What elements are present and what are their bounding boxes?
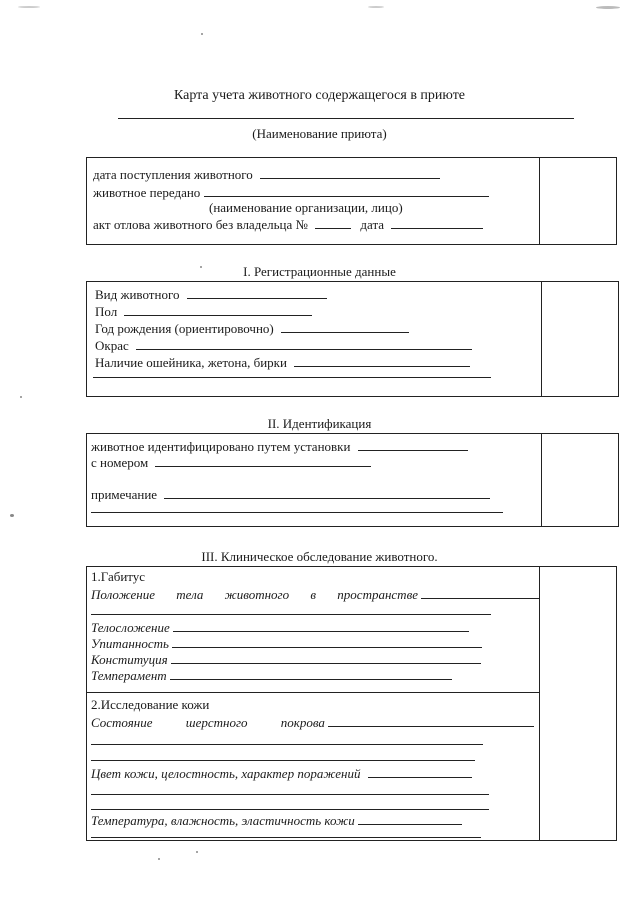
- temperament-field[interactable]: [170, 667, 452, 680]
- clinical-side-column: [539, 567, 540, 840]
- nutrition-label: Упитанность: [91, 636, 169, 651]
- skin-temp-label: Температура, влажность, эластичность кожи: [91, 813, 355, 828]
- skin-color-row: [91, 765, 472, 781]
- act-number-field[interactable]: [315, 216, 351, 229]
- skin-color-label: Цвет кожи, целостность, характер поражений: [91, 766, 361, 781]
- note-field[interactable]: [164, 486, 490, 499]
- sex-field[interactable]: [124, 303, 312, 316]
- collar-field[interactable]: [294, 354, 470, 367]
- scan-speck: [196, 851, 198, 853]
- transferred-row: [93, 184, 489, 200]
- nutrition-field[interactable]: [172, 635, 482, 648]
- skin-temp-row: [91, 812, 462, 828]
- nutrition-row: [91, 635, 482, 651]
- scan-speck: [368, 6, 384, 8]
- species-field[interactable]: [187, 286, 327, 299]
- transferred-field[interactable]: [204, 184, 489, 197]
- body-position-row: [91, 586, 537, 602]
- identified-field[interactable]: [358, 438, 468, 451]
- clinical-divider: [87, 692, 539, 693]
- color-field[interactable]: [136, 337, 472, 350]
- section-3-heading: III. Клиническое обследование животного.: [201, 549, 438, 564]
- skin-color-extra-line-2[interactable]: [91, 809, 489, 810]
- note-label: примечание: [91, 487, 158, 502]
- admission-side-column: [539, 158, 540, 244]
- scan-speck: [18, 6, 40, 8]
- sex-row: [95, 303, 312, 319]
- body-position-field[interactable]: [421, 586, 539, 599]
- note-extra-line[interactable]: [91, 512, 503, 513]
- birth-year-field[interactable]: [281, 320, 409, 333]
- coat-field[interactable]: [328, 714, 534, 727]
- skin-temp-field[interactable]: [358, 812, 462, 825]
- section-2-heading: II. Идентификация: [267, 416, 372, 431]
- note-row: [91, 486, 490, 502]
- document-title: Карта учета животного содержащегося в приюте: [173, 88, 466, 103]
- scan-speck: [158, 858, 160, 860]
- act-date-field[interactable]: [391, 216, 483, 229]
- body-position-word-3: животного: [224, 587, 290, 602]
- identification-side-column: [541, 434, 542, 526]
- birth-year-row: [95, 320, 409, 336]
- scan-speck: [201, 33, 203, 35]
- color-row: [95, 337, 472, 353]
- skin-color-extra-line-1[interactable]: [91, 794, 489, 795]
- identified-label: животное идентифицировано путем установки: [91, 439, 351, 454]
- registration-side-column: [541, 282, 542, 396]
- habitus-title: 1.Габитус: [91, 569, 146, 584]
- number-field[interactable]: [155, 454, 371, 467]
- admission-box: [86, 157, 617, 245]
- body-position-word-4: в: [310, 587, 317, 602]
- transferred-label: животное передано: [93, 185, 201, 200]
- admission-date-label: дата поступления животного: [93, 167, 253, 182]
- coat-row: [91, 714, 537, 730]
- scan-speck: [200, 266, 202, 268]
- number-row: [91, 454, 371, 470]
- body-position-word-5: пространстве: [337, 587, 418, 602]
- identified-row: [91, 438, 468, 454]
- build-label: Телосложение: [91, 620, 170, 635]
- registration-box: [86, 281, 619, 397]
- registration-extra-line[interactable]: [93, 377, 491, 378]
- species-row: [95, 286, 327, 302]
- number-label: с номером: [91, 455, 149, 470]
- admission-date-row: [93, 166, 440, 182]
- collar-label: Наличие ошейника, жетона, бирки: [95, 355, 287, 370]
- shelter-name-line[interactable]: [118, 118, 574, 119]
- act-row: [93, 216, 483, 232]
- temperament-row: [91, 667, 452, 683]
- build-row: [91, 619, 469, 635]
- body-position-word-1: Положение: [91, 587, 155, 602]
- admission-date-field[interactable]: [260, 166, 440, 179]
- skin-temp-extra-line[interactable]: [91, 837, 481, 838]
- body-position-word-2: тела: [176, 587, 204, 602]
- coat-word-3: покрова: [280, 715, 325, 730]
- section-1-heading: I. Регистрационные данные: [243, 264, 396, 279]
- constitution-field[interactable]: [171, 651, 481, 664]
- coat-word-1: Состояние: [91, 715, 153, 730]
- species-label: Вид животного: [95, 287, 180, 302]
- act-date-label: дата: [360, 217, 385, 232]
- act-label: акт отлова животного без владельца №: [93, 217, 308, 232]
- build-field[interactable]: [173, 619, 469, 632]
- scan-speck: [596, 6, 620, 9]
- org-caption: (наименование организации, лицо): [209, 200, 403, 215]
- sex-label: Пол: [95, 304, 118, 319]
- birth-year-label: Год рождения (ориентировочно): [95, 321, 274, 336]
- identification-box: [86, 433, 619, 527]
- shelter-name-caption: (Наименование приюта): [252, 126, 387, 141]
- constitution-label: Конституция: [91, 652, 168, 667]
- constitution-row: [91, 651, 481, 667]
- coat-word-2: шерстного: [185, 715, 248, 730]
- skin-title: 2.Исследование кожи: [91, 697, 210, 712]
- coat-extra-line-1[interactable]: [91, 744, 483, 745]
- skin-color-field[interactable]: [368, 765, 472, 778]
- collar-row: [95, 354, 470, 370]
- body-position-extra-line[interactable]: [91, 614, 491, 615]
- scan-speck: [10, 514, 14, 517]
- coat-extra-line-2[interactable]: [91, 760, 475, 761]
- scan-speck: [20, 396, 22, 398]
- clinical-box: [86, 566, 617, 841]
- color-label: Окрас: [95, 338, 129, 353]
- temperament-label: Темперамент: [91, 668, 167, 683]
